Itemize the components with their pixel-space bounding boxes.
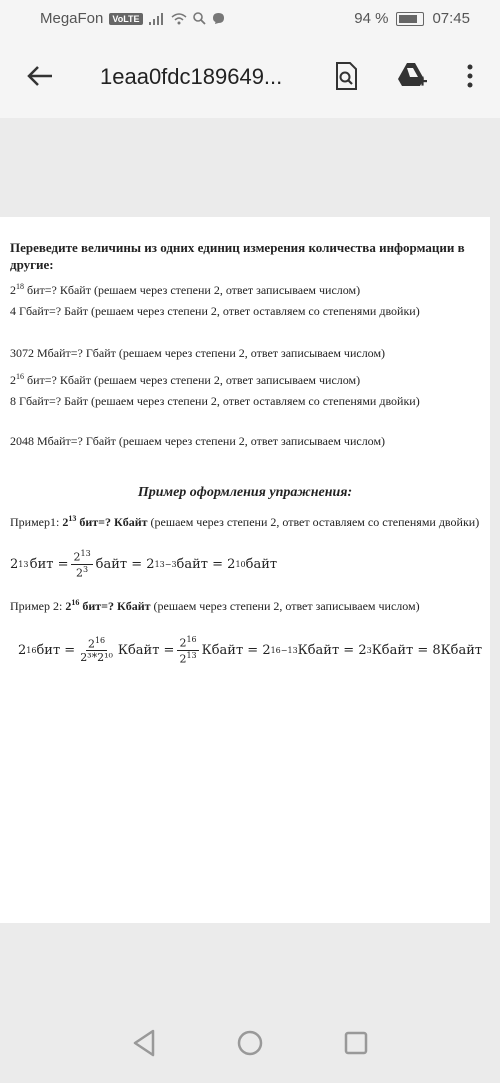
task-heading: Переведите величины из одних единиц измерения количества информации в другие: — [10, 240, 465, 272]
volte-badge: VoLTE — [109, 13, 142, 25]
task-4: $2^{16}$ бит=? Кбайт (решаем через степени 2, ответ записываем числом) — [10, 372, 361, 387]
signal-icon — [149, 13, 165, 25]
chat-icon — [212, 12, 225, 25]
task-1: $2^{18}$ бит=? Кбайт (решаем через степени 2, ответ записываем числом) — [10, 282, 361, 297]
back-triangle-icon[interactable] — [126, 1025, 162, 1061]
task-5: 8 Гбайт=? Байт (решаем через степени 2, ответ оставляем со степенями двойки) — [10, 394, 420, 408]
wifi-icon — [171, 13, 187, 25]
search-icon — [193, 12, 206, 25]
app-bar — [0, 38, 500, 118]
file-title: 1eaa0fdc189649... — [100, 64, 283, 89]
task-3: 3072 Мбайт=? Гбайт (решаем через степени 2, ответ записываем числом) — [10, 346, 386, 360]
battery-percent: 94 % — [354, 10, 389, 27]
status-bar — [0, 0, 500, 38]
task-2: 4 Гбайт=? Байт (решаем через степени 2, ответ оставляем со степенями двойки) — [10, 304, 420, 318]
clock: 07:45 — [432, 10, 470, 27]
example-2-formula: 2 16 бит = $\frac{2^{16}}{\text{2³*2¹⁰}}$ Кбайт = $\frac{2^{16}}{2^{13}}$ Кбайт = 2 16−13 Кбайт = 2 3 Кбайт = 8Кбайт — [18, 635, 483, 666]
drive-add-icon[interactable] — [396, 60, 428, 92]
task-6: 2048 Мбайт=? Гбайт (решаем через степени 2, ответ записываем числом) — [10, 434, 386, 448]
example-1-formula: 2 13 бит = $\frac{2^{13}}{2^3}$ байт = 2 13−3 байт = 2 10 байт — [10, 549, 278, 580]
example-2-statement: Пример 2: $2^{16}$ бит=? Кбайт (решаем через степени 2, ответ записываем числом) — [10, 598, 420, 613]
example-heading: Пример оформления упражнения: — [137, 485, 353, 500]
back-arrow-icon[interactable] — [24, 60, 56, 92]
more-vert-icon[interactable] — [454, 60, 486, 92]
carrier-label: MegaFon — [40, 10, 104, 27]
battery-icon — [396, 12, 424, 26]
example-1-statement: Пример1: $2^{13}$ бит=? Кбайт (решаем через степени 2, ответ оставляем со степенями двойки) — [10, 514, 480, 529]
home-circle-icon[interactable] — [232, 1025, 268, 1061]
document-page — [0, 217, 490, 923]
recents-square-icon[interactable] — [338, 1025, 374, 1061]
system-nav-bar — [0, 1003, 500, 1083]
lens-search-icon[interactable] — [330, 60, 362, 92]
